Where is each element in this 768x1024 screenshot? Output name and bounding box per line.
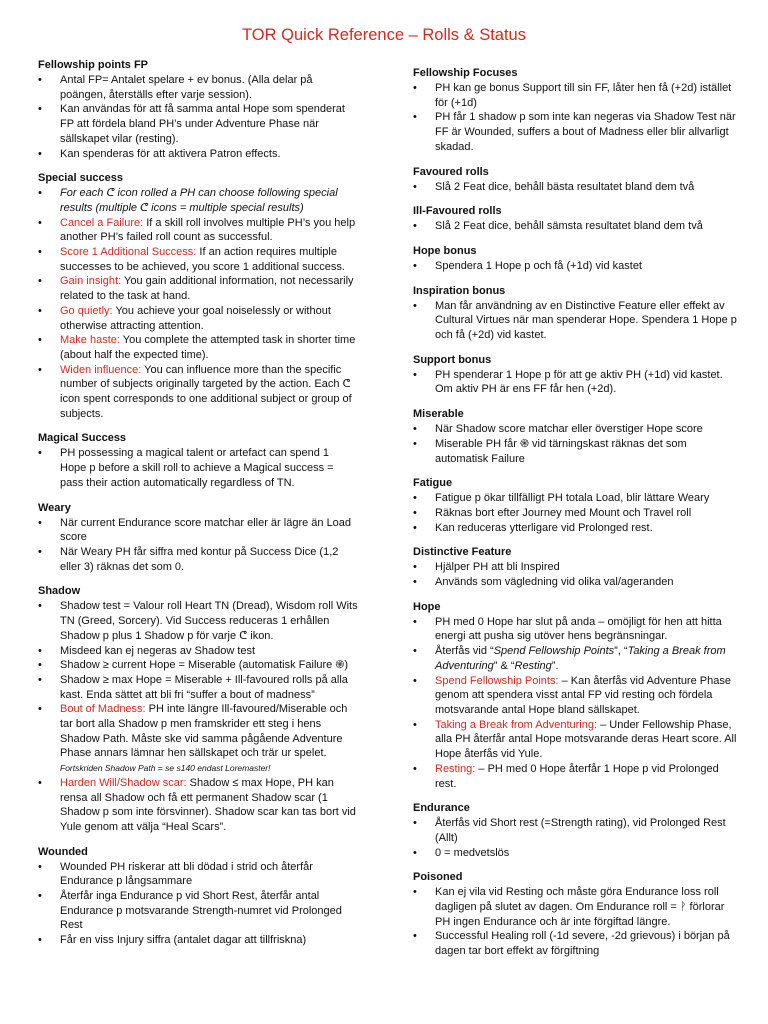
list-item — [38, 216, 358, 245]
section-endurance — [413, 801, 738, 860]
list-item: • Räknas bort efter Journey med Mount och Travel roll — [413, 506, 738, 521]
section-title: Magical Success — [38, 432, 127, 445]
item-text: You can influence more than the specific number of subjects originally targeted by the action. Each ᕦ icon spent corresponds to one additional subject or group of subjects. — [60, 363, 352, 420]
list-item: • När Shadow score matchar eller överstiger Hope score — [413, 422, 738, 437]
list-item: • När Weary PH får siffra med kontur på Success Dice (1,2 eller 3) räknas det som 0. — [38, 545, 358, 574]
bullet-list — [413, 491, 738, 535]
bullet-list — [413, 259, 738, 274]
list-item: • Används som vägledning vid olika val/ageranden — [413, 575, 738, 590]
bullet-list — [413, 816, 738, 860]
bullet-list — [413, 885, 738, 959]
list-item: • PH spenderar 1 Hope p för att ge aktiv PH (+1d) vid kastet. Om aktiv PH är ens FF får hen (+2d). — [413, 368, 738, 397]
section-inspiration-bonus — [413, 284, 738, 343]
list-item: • PH possessing a magical talent or artefact can spend 1 Hope p before a skill roll to achieve a Magical success = pass their action automatically regardless of TN. — [38, 446, 358, 490]
section-title: Special success — [38, 172, 124, 185]
item-text-italic: Resting — [514, 659, 552, 672]
list-item — [413, 718, 738, 762]
item-label: Make haste: — [60, 334, 120, 347]
item-text: If an action requires multiple successes to be achieved, you score 1 additional success. — [60, 246, 345, 273]
list-item: • Återfås vid Short rest (=Strength rating), vid Prolonged Rest (Allt) — [413, 816, 738, 845]
section-title: Weary — [38, 501, 71, 514]
list-item: • Får en viss Injury siffra (antalet dagar att tillfriskna) — [38, 933, 358, 948]
section-distinctive-feature — [413, 545, 738, 589]
list-item: • Shadow test = Valour roll Heart TN (Dread), Wisdom roll Wits TN (Greed, Sorcery). Vid Success reduceras 1 erhållen Shadow p plus 1 Shadow p för varje ᕦ ikon. — [38, 599, 358, 643]
list-item — [38, 702, 358, 776]
section-title: Hope bonus — [413, 244, 477, 257]
list-item: • For each ᕦ icon rolled a PH can choose following special results (multiple ᕦ icons = multiple special results) — [38, 186, 358, 215]
bullet-list — [413, 219, 738, 234]
item-label: Go quietly: — [60, 304, 113, 317]
item-label: Spend Fellowship Points: — [435, 674, 559, 687]
list-item: • Shadow ≥ current Hope = Miserable (automatisk Failure ֎) — [38, 658, 358, 673]
list-item: • Kan ej vila vid Resting och måste göra Endurance loss roll dagligen på slutet av dagen. Om Endurance roll = ᚹ förlorar PH ingen Endurance och är inte förgiftad längre. — [413, 885, 738, 929]
list-item: • När current Endurance score matchar eller är lägre än Load score — [38, 516, 358, 545]
item-text: PH inte längre Ill-favoured/Miserable och tar bort alla Shadow p men framskrider ett steg i hens Shadow Path. Måste ske vid samma pågående Adventure Phase annars lämnar hen sällskapet och trär ur spelet. — [60, 703, 348, 760]
item-note: Fortskriden Shadow Path = se s140 endast Loremaster! — [60, 763, 271, 774]
bullet-list — [38, 73, 358, 161]
item-text: You achieve your goal noiselessly or without otherwise attracting attention. — [60, 304, 331, 332]
item-text: You gain additional information, not necessarily related to the task at hand. — [60, 275, 354, 303]
list-item: • Misdeed kan ej negeras av Shadow test — [38, 644, 358, 659]
list-item: • Slå 2 Feat dice, behåll sämsta resultatet bland dem två — [413, 219, 738, 234]
item-label: Harden Will/Shadow scar: — [60, 776, 187, 789]
item-text: ” & “ — [493, 659, 515, 672]
item-label: Gain insight: — [60, 275, 122, 288]
bullet-list — [38, 186, 358, 421]
bullet-list — [413, 299, 738, 343]
section-fellowship-focuses — [413, 66, 738, 155]
list-item — [413, 644, 738, 673]
item-text: Återfås vid “ — [435, 645, 494, 658]
list-item: • PH får 1 shadow p som inte kan negeras via Shadow Test när FF är Wounded, suffers a bout of Madness eller blir allvarligt skadad. — [413, 110, 738, 154]
section-ill-favoured-rolls — [413, 204, 738, 234]
section-hope-bonus — [413, 244, 738, 274]
item-label: Bout of Madness: — [60, 703, 146, 716]
item-text: – PH med 0 Hope återfår 1 Hope p vid Prolonged rest. — [435, 762, 719, 790]
section-favoured-rolls — [413, 165, 738, 195]
section-title: Fellowship Focuses — [413, 67, 518, 79]
item-text-italic: Spend Fellowship Points — [493, 645, 615, 658]
item-text: Shadow ≤ max Hope, PH kan rensa all Shadow och få ett permanent Shadow scar (1 Shadow p som inte försvinner). Shadow scar kan tas bort vid Yule genom att välja “Heal Scars”. — [60, 776, 356, 833]
item-text: You complete the attempted task in shorter time (about half the expected time). — [60, 334, 356, 361]
section-support-bonus — [413, 353, 738, 397]
bullet-list — [413, 422, 738, 466]
right-column — [413, 66, 738, 969]
list-item: • Antal FP= Antalet spelare + ev bonus. (Alla delar på poängen, återställs efter varje session). — [38, 73, 358, 102]
section-title: Ill-Favoured rolls — [413, 205, 502, 218]
list-item: • Man får användning av en Distinctive Feature eller effekt av Cultural Virtues när man spenderar Hope. Spendera 1 Hope p och få (+2d) vid kastet. — [413, 299, 738, 343]
list-item: • PH kan ge bonus Support till sin FF, låter hen få (+2d) istället för (+1d) — [413, 81, 738, 110]
section-title: Endurance — [413, 802, 470, 815]
bullet-list — [38, 446, 358, 490]
list-item — [38, 304, 358, 333]
bullet-list — [38, 860, 358, 948]
list-item: • Wounded PH riskerar att bli dödad i strid och återfår Endurance p långsammare — [38, 860, 358, 889]
section-title: Miserable — [413, 408, 464, 421]
list-item: • Kan användas för att få samma antal Hope som spenderat FP att fördela bland PH’s under Adventure Phase när sällskapet vilar (resting). — [38, 102, 358, 146]
section-title: Inspiration bonus — [413, 284, 506, 297]
list-item — [413, 762, 738, 791]
bullet-list — [413, 615, 738, 791]
section-poisoned — [413, 870, 738, 959]
left-column — [38, 58, 358, 958]
bullet-list — [413, 180, 738, 195]
section-title: Fatigue — [413, 477, 453, 490]
list-item: • Kan spenderas för att aktivera Patron effects. — [38, 147, 358, 162]
section-title: Poisoned — [413, 871, 463, 884]
item-label: Score 1 Additional Success: — [60, 246, 197, 259]
list-item — [38, 245, 358, 274]
list-item: • 0 = medvetslös — [413, 846, 738, 861]
bullet-list — [413, 368, 738, 397]
item-text: If a skill roll involves multiple PH’s you help another PH’s failed roll count as successful. — [60, 216, 356, 244]
section-title: Distinctive Feature — [413, 546, 512, 559]
bullet-list — [413, 560, 738, 589]
list-item: • Successful Healing roll (-1d severe, -2d grievous) i början på dagen tar bort effekt av förgiftning — [413, 929, 738, 958]
bullet-list — [413, 81, 738, 155]
list-item: • Fatigue p ökar tillfälligt PH totala Load, blir lättare Weary — [413, 491, 738, 506]
item-text: – Kan återfås vid Adventure Phase genom att spendera visst antal FP vid resting och fördela motsvarande antal Hope bland sällskapet. — [435, 674, 731, 716]
section-title: Support bonus — [413, 353, 492, 366]
list-item: • Kan reduceras ytterligare vid Prolonged rest. — [413, 521, 738, 536]
list-item: • Slå 2 Feat dice, behåll bästa resultatet bland dem två — [413, 180, 738, 195]
section-hope — [413, 600, 738, 791]
section-title: Wounded — [38, 845, 88, 858]
section-title: Favoured rolls — [413, 165, 489, 178]
bullet-list — [38, 599, 358, 834]
item-label: Taking a Break from Adventuring: — [435, 718, 598, 731]
list-item: • Shadow ≥ max Hope = Miserable + Ill-favoured rolls på alla kast. Enda sättet att bli fri “suffer a bout of madness” — [38, 673, 358, 702]
list-item — [38, 333, 358, 362]
list-item: • Hjälper PH att bli Inspired — [413, 560, 738, 575]
list-item: • PH med 0 Hope har slut på anda – omöjligt för hen att hitta energi att pusha sig utöver hens begränsningar. — [413, 615, 738, 644]
section-shadow — [38, 584, 358, 834]
section-title: Hope — [413, 600, 441, 613]
section-special-success — [38, 171, 358, 421]
item-text-italic: Taking a Break from Adventuring — [435, 645, 726, 672]
list-item — [38, 363, 358, 422]
list-item: • Miserable PH får ֎ vid tärningskast räknas det som automatisk Failure — [413, 437, 738, 466]
list-item: • Återfår inga Endurance p vid Short Rest, återfår antal Endurance p motsvarande Strength-numret vid Prolonged Rest — [38, 889, 358, 933]
item-label: Cancel a Failure: — [60, 216, 144, 229]
item-text: – Under Fellowship Phase, alla PH återfår antal Hope motsvarande deras Heart score. All Hope återfås vid Yule. — [435, 718, 737, 761]
item-label: Widen influence: — [60, 363, 142, 376]
section-fellowship-points — [38, 58, 358, 161]
section-title: Shadow — [38, 585, 81, 598]
item-label: Resting: — [435, 762, 476, 775]
section-miserable — [413, 407, 738, 466]
page-title: TOR Quick Reference – Rolls & Status — [242, 26, 526, 44]
section-wounded — [38, 845, 358, 948]
section-weary — [38, 501, 358, 575]
item-text: ”. — [551, 659, 559, 672]
section-fatigue — [413, 476, 738, 535]
list-item — [413, 674, 738, 718]
section-magical-success — [38, 431, 358, 490]
list-item — [38, 274, 358, 303]
list-item: • Spendera 1 Hope p och få (+1d) vid kastet — [413, 259, 738, 274]
bullet-list — [38, 516, 358, 575]
item-text: ”, “ — [614, 645, 628, 658]
list-item — [38, 776, 358, 835]
section-title: Fellowship points FP — [38, 59, 148, 71]
